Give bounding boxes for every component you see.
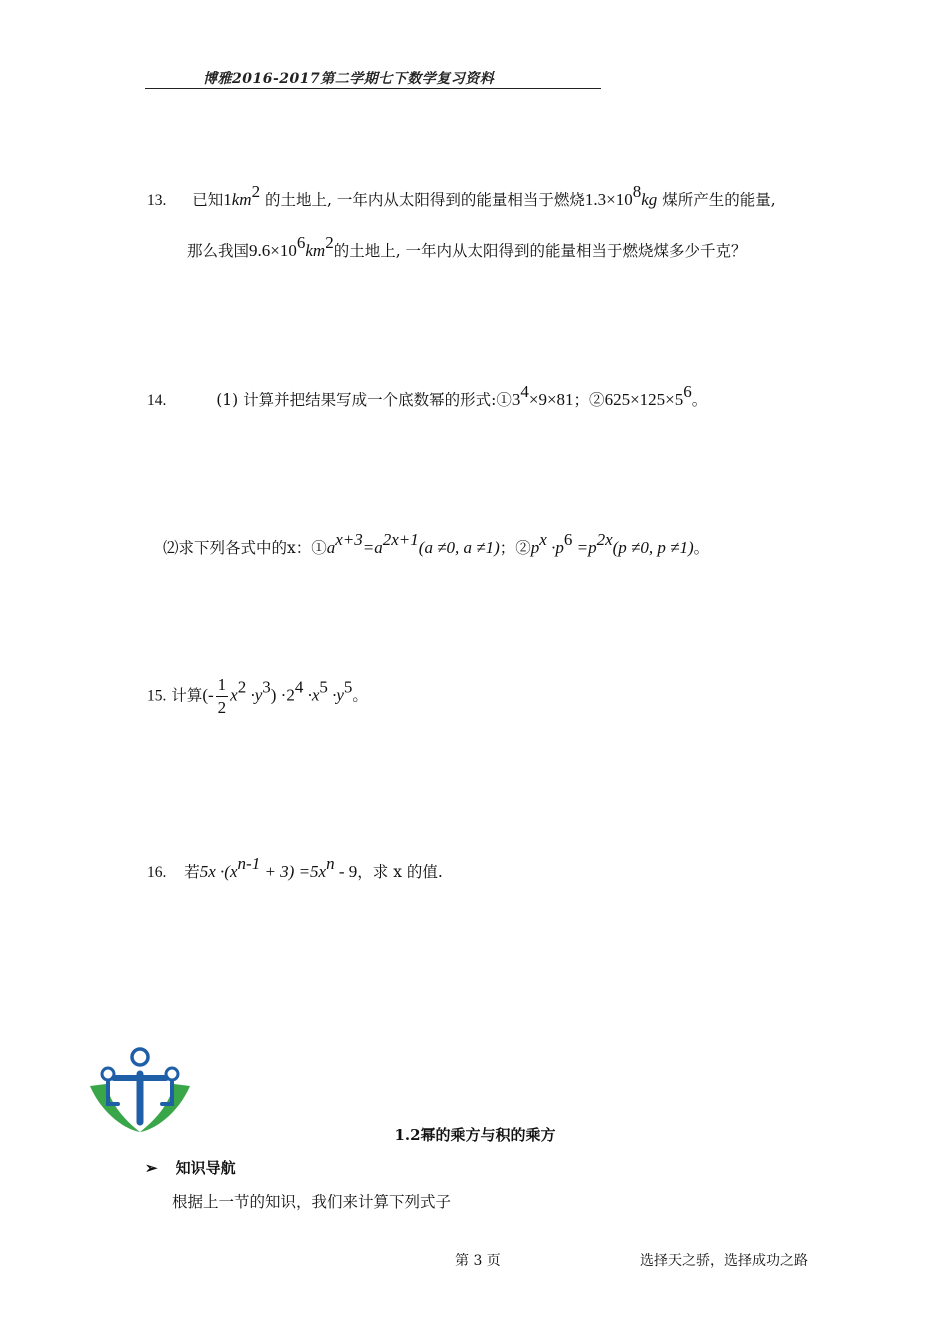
question-15-number: 15. [147,687,167,705]
school-logo [84,1044,196,1136]
page-number: 第 3 页 [455,1253,501,1269]
q14-exp: 6 [683,382,692,401]
q13-exp: 2 [325,233,334,252]
q13-text: 煤所产生的能量, [662,191,776,209]
q16-exp: n [326,854,335,873]
footer-slogan: 选择天之骄，选择成功之路 [640,1253,808,1269]
q14-math: ×9×81 [528,390,574,409]
fraction-numerator: 1 [216,674,229,697]
logo-graphic [84,1044,196,1136]
q14-exp: 2x+1 [382,530,419,549]
q15-exp: 2 [237,677,247,697]
q13-text: 那么我国 [187,242,250,260]
q13-exp: 8 [632,182,642,201]
q15-exp: 5 [343,677,353,697]
q16-text: 若 [184,863,200,881]
q13-unit: km [231,190,252,209]
q15-math: ) ·2 [270,685,295,705]
question-14-number: 14. [147,392,167,409]
section-body-text: 根据上一节的知识，我们来计算下列式子 [172,1193,452,1211]
q14-math: 625×125×5 [604,390,684,409]
q13-text: 的土地上, 一年内从太阳得到的能量相当于燃烧 [265,191,585,209]
q14-text: ；② [573,391,605,409]
page-header [145,66,601,89]
question-14-part-1 [147,382,708,412]
q13-unit: kg [641,190,658,209]
q14-exp: x [539,530,547,549]
q14-text: ⑵求下列各式中的x：① [163,539,327,557]
q13-exp: 2 [251,182,261,201]
q14-condition: (a ≠0, a ≠1) [418,538,500,557]
q14-exp: 2x [596,530,613,549]
q16-math: + 3) =5x [260,862,327,881]
q13-unit: km [305,241,326,260]
q15-text: 计算 [171,686,203,705]
q13-math: 1 [223,190,232,209]
q15-exp: 4 [294,677,304,697]
q16-math: 5x ·(x [199,862,238,881]
q14-text: ；② [499,539,531,557]
q13-text: 已知 [192,191,224,209]
q15-exp: 5 [319,677,328,697]
q14-exp: 4 [520,382,529,401]
question-13-line-2 [187,233,747,262]
q14-exp: x+3 [335,530,363,549]
question-14-part-2 [163,530,710,559]
q16-math: - 9 [334,862,358,881]
q15-exp: 3 [262,677,271,697]
knowledge-nav [145,1157,236,1178]
q15-math: ·y [246,685,263,705]
question-15 [147,674,368,719]
q16-text: ，求 x 的值. [357,863,443,881]
q13-math: 9.6×10 [249,241,297,260]
q14-exp: 6 [563,530,573,549]
q14-math: =a [362,538,383,557]
q13-exp: 6 [296,233,306,252]
q14-math: a [326,538,336,557]
question-16 [147,854,443,884]
q14-condition: (p ≠0, p ≠1) [612,538,694,557]
q14-math: =p [572,538,597,557]
q14-math: ·p [546,538,564,557]
fraction [216,674,229,719]
q15-text: 。 [352,686,368,705]
question-13-number: 13. [147,192,167,209]
q13-text: 的土地上, 一年内从太阳得到的能量相当于燃烧煤多少千克？ [333,242,747,260]
q15-math: ·x [303,685,320,705]
question-16-number: 16. [147,864,167,881]
q13-math: 1.3×10 [584,190,633,209]
fraction-denominator: 2 [217,698,227,717]
question-13-line-1 [147,182,776,212]
q14-math: 3 [511,390,521,409]
q15-math: x [230,685,238,705]
q15-math: ·y [327,685,344,705]
header-text: 博雅2016-2017第二学期七下数学复习资料 [203,71,495,87]
q14-text: 。 [691,391,708,409]
q14-text: 。 [693,539,710,557]
q14-text: (1) 计算并把结果写成一个底数幂的形式:① [216,391,512,409]
q14-math: p [530,538,540,557]
section-title: 1.2幂的乘方与积的乘方 [394,1126,556,1144]
knowledge-nav-label: 知识导航 [175,1159,236,1177]
arrow-bullet-icon: ➢ [145,1159,158,1177]
q16-exp: n-1 [237,854,261,873]
q15-math: (- [202,685,214,705]
